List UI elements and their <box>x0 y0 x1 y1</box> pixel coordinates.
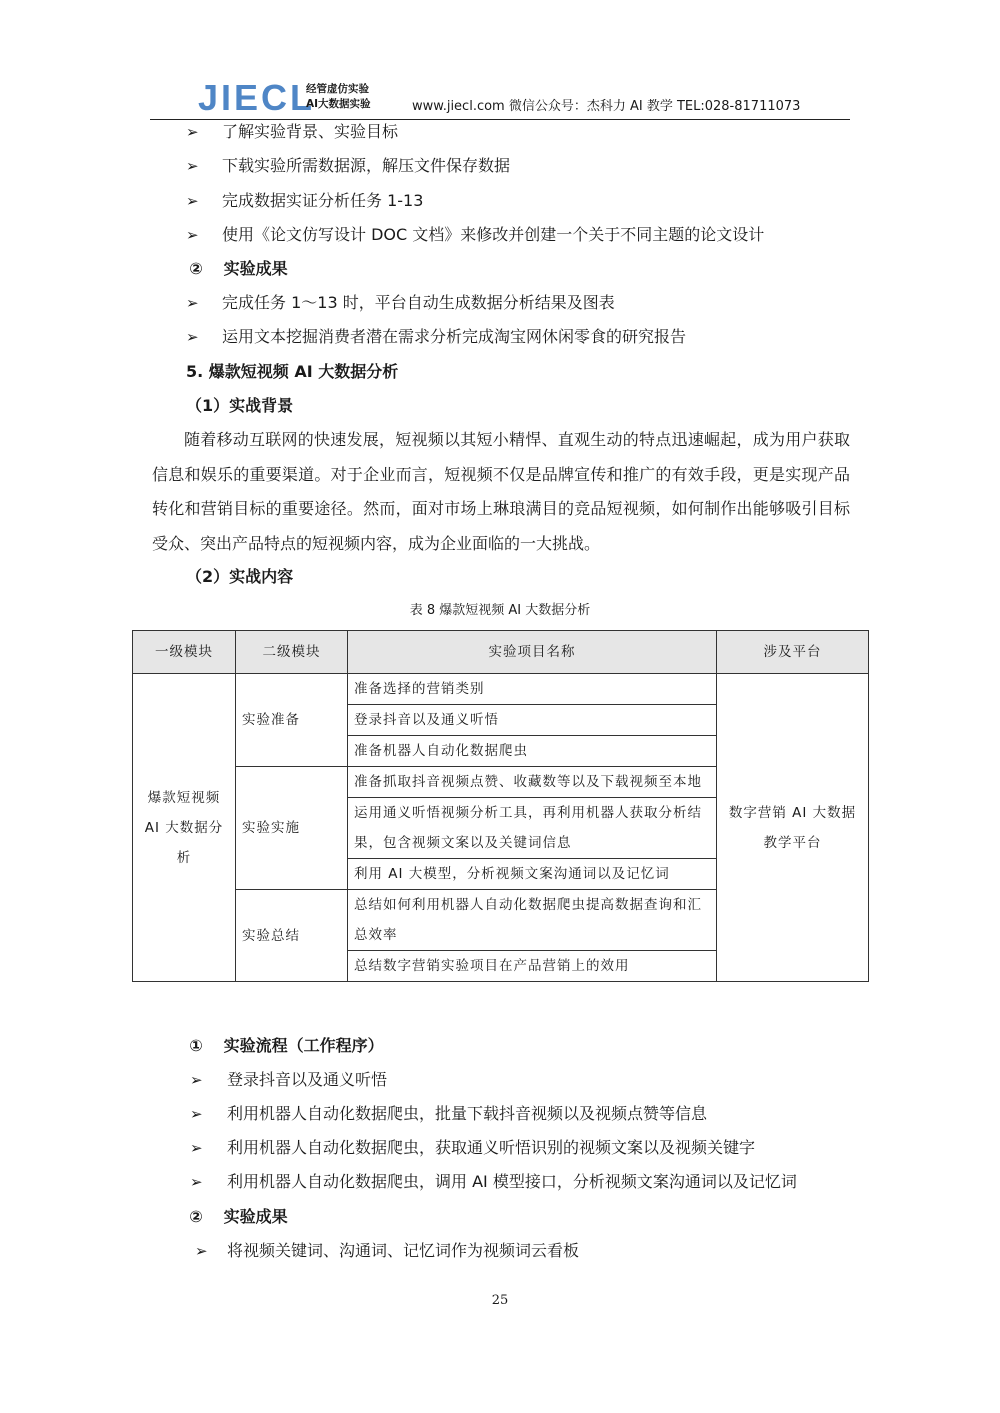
project-name-cell: 总结如何利用机器人自动化数据爬虫提高数据查询和汇总效率 <box>348 890 717 951</box>
bullet-item: 将视频关键词、沟通词、记忆词作为视频词云看板 <box>227 1241 580 1260</box>
circled-number-marker: ② <box>189 259 203 278</box>
bullet-item: 完成任务 1～13 时，平台自动生成数据分析结果及图表 <box>222 293 615 312</box>
platform-cell: 数字营销 AI 大数据教学平台 <box>717 674 869 982</box>
subsection-heading: （1）实战背景 <box>186 396 294 415</box>
project-name-cell: 准备选择的营销类别 <box>348 674 717 705</box>
table-header-cell: 二级模块 <box>236 631 348 674</box>
bullet-item: 利用机器人自动化数据爬虫，调用 AI 模型接口，分析视频文案沟通词以及记忆词 <box>227 1172 797 1191</box>
table-header-row <box>133 631 869 674</box>
background-paragraph: 随着移动互联网的快速发展，短视频以其短小精悍、直观生动的特点迅速崛起，成为用户获取信息和娱乐的重要渠道。对于企业而言，短视频不仅是品牌宣传和推广的有效手段，更是实现产品转化和营销目标的重要途径。然而，面对市场上琳琅满目的竞品短视频，如何制作出能够吸引目标受众、突出产品特点的短视频内容，成为企业面临的一大挑战。 <box>152 430 850 553</box>
table-header-cell: 实验项目名称 <box>348 631 717 674</box>
table-header-cell: 一级模块 <box>133 631 236 674</box>
page-header <box>150 76 850 120</box>
arrow-bullet-icon: ➢ <box>195 1242 208 1260</box>
results-heading-text: 实验成果 <box>223 259 288 278</box>
arrow-bullet-icon: ➢ <box>186 192 199 210</box>
header-contact: www.jiecl.com 微信公众号：杰科力 AI 教学 TEL:028-81711073 <box>412 99 801 114</box>
experiment-table <box>132 630 869 982</box>
project-name-cell: 登录抖音以及通义听悟 <box>348 705 717 736</box>
arrow-bullet-icon: ➢ <box>190 1071 203 1089</box>
bullet-item: 完成数据实证分析任务 1-13 <box>222 191 424 210</box>
circled-number-marker: ① <box>189 1036 203 1055</box>
arrow-bullet-icon: ➢ <box>186 294 199 312</box>
project-name-cell: 准备机器人自动化数据爬虫 <box>348 736 717 767</box>
bullet-item: 使用《论文仿写设计 DOC 文档》来修改并创建一个关于不同主题的论文设计 <box>222 225 765 244</box>
arrow-bullet-icon: ➢ <box>186 123 199 141</box>
project-name-cell: 准备抓取抖音视频点赞、收藏数等以及下载视频至本地 <box>348 767 717 798</box>
subsection-heading: （2）实战内容 <box>186 567 294 586</box>
bullet-item: 登录抖音以及通义听悟 <box>227 1070 388 1089</box>
table-caption: 表 8 爆款短视频 AI 大数据分析 <box>409 603 591 618</box>
arrow-bullet-icon: ➢ <box>186 157 199 175</box>
arrow-bullet-icon: ➢ <box>190 1105 203 1123</box>
second-level-module-cell: 实验准备 <box>236 674 348 767</box>
bullet-item: 了解实验背景、实验目标 <box>222 122 399 141</box>
logo-subtitle-line-2: AI大数据实验 <box>306 98 371 110</box>
second-level-module-cell: 实验实施 <box>236 767 348 890</box>
arrow-bullet-icon: ➢ <box>190 1139 203 1157</box>
logo-subtitle <box>306 82 371 112</box>
bullet-item: 利用机器人自动化数据爬虫，获取通义听悟识别的视频文案以及视频关键字 <box>227 1138 756 1157</box>
process-heading-text: 实验流程（工作程序） <box>223 1036 384 1055</box>
header-divider <box>150 119 850 120</box>
bullet-item: 下载实验所需数据源，解压文件保存数据 <box>222 156 511 175</box>
bullet-item: 运用文本挖掘消费者潜在需求分析完成淘宝网休闲零食的研究报告 <box>222 327 687 346</box>
project-name-cell: 利用 AI 大模型，分析视频文案沟通词以及记忆词 <box>348 859 717 890</box>
page-number: 25 <box>491 1293 509 1308</box>
table-row <box>133 674 869 705</box>
circled-number-marker: ② <box>189 1207 203 1226</box>
logo-subtitle-line-1: 经管虚仿实验 <box>306 83 369 95</box>
results-heading <box>186 258 288 280</box>
results-heading-text: 实验成果 <box>223 1207 288 1226</box>
table-header-cell: 涉及平台 <box>717 631 869 674</box>
logo: JIECL <box>198 77 316 118</box>
arrow-bullet-icon: ➢ <box>190 1173 203 1191</box>
project-name-cell: 总结数字营销实验项目在产品营销上的效用 <box>348 951 717 982</box>
section-title: 5. 爆款短视频 AI 大数据分析 <box>186 362 399 381</box>
arrow-bullet-icon: ➢ <box>186 328 199 346</box>
arrow-bullet-icon: ➢ <box>186 226 199 244</box>
project-name-cell: 运用通义听悟视频分析工具，再利用机器人获取分析结果，包含视频文案以及关键词信息 <box>348 798 717 859</box>
bullet-item: 利用机器人自动化数据爬虫，批量下载抖音视频以及视频点赞等信息 <box>227 1104 708 1123</box>
results-heading <box>186 1206 288 1228</box>
first-level-module-cell: 爆款短视频 AI 大数据分析 <box>133 674 236 982</box>
process-heading <box>186 1035 384 1057</box>
second-level-module-cell: 实验总结 <box>236 890 348 982</box>
